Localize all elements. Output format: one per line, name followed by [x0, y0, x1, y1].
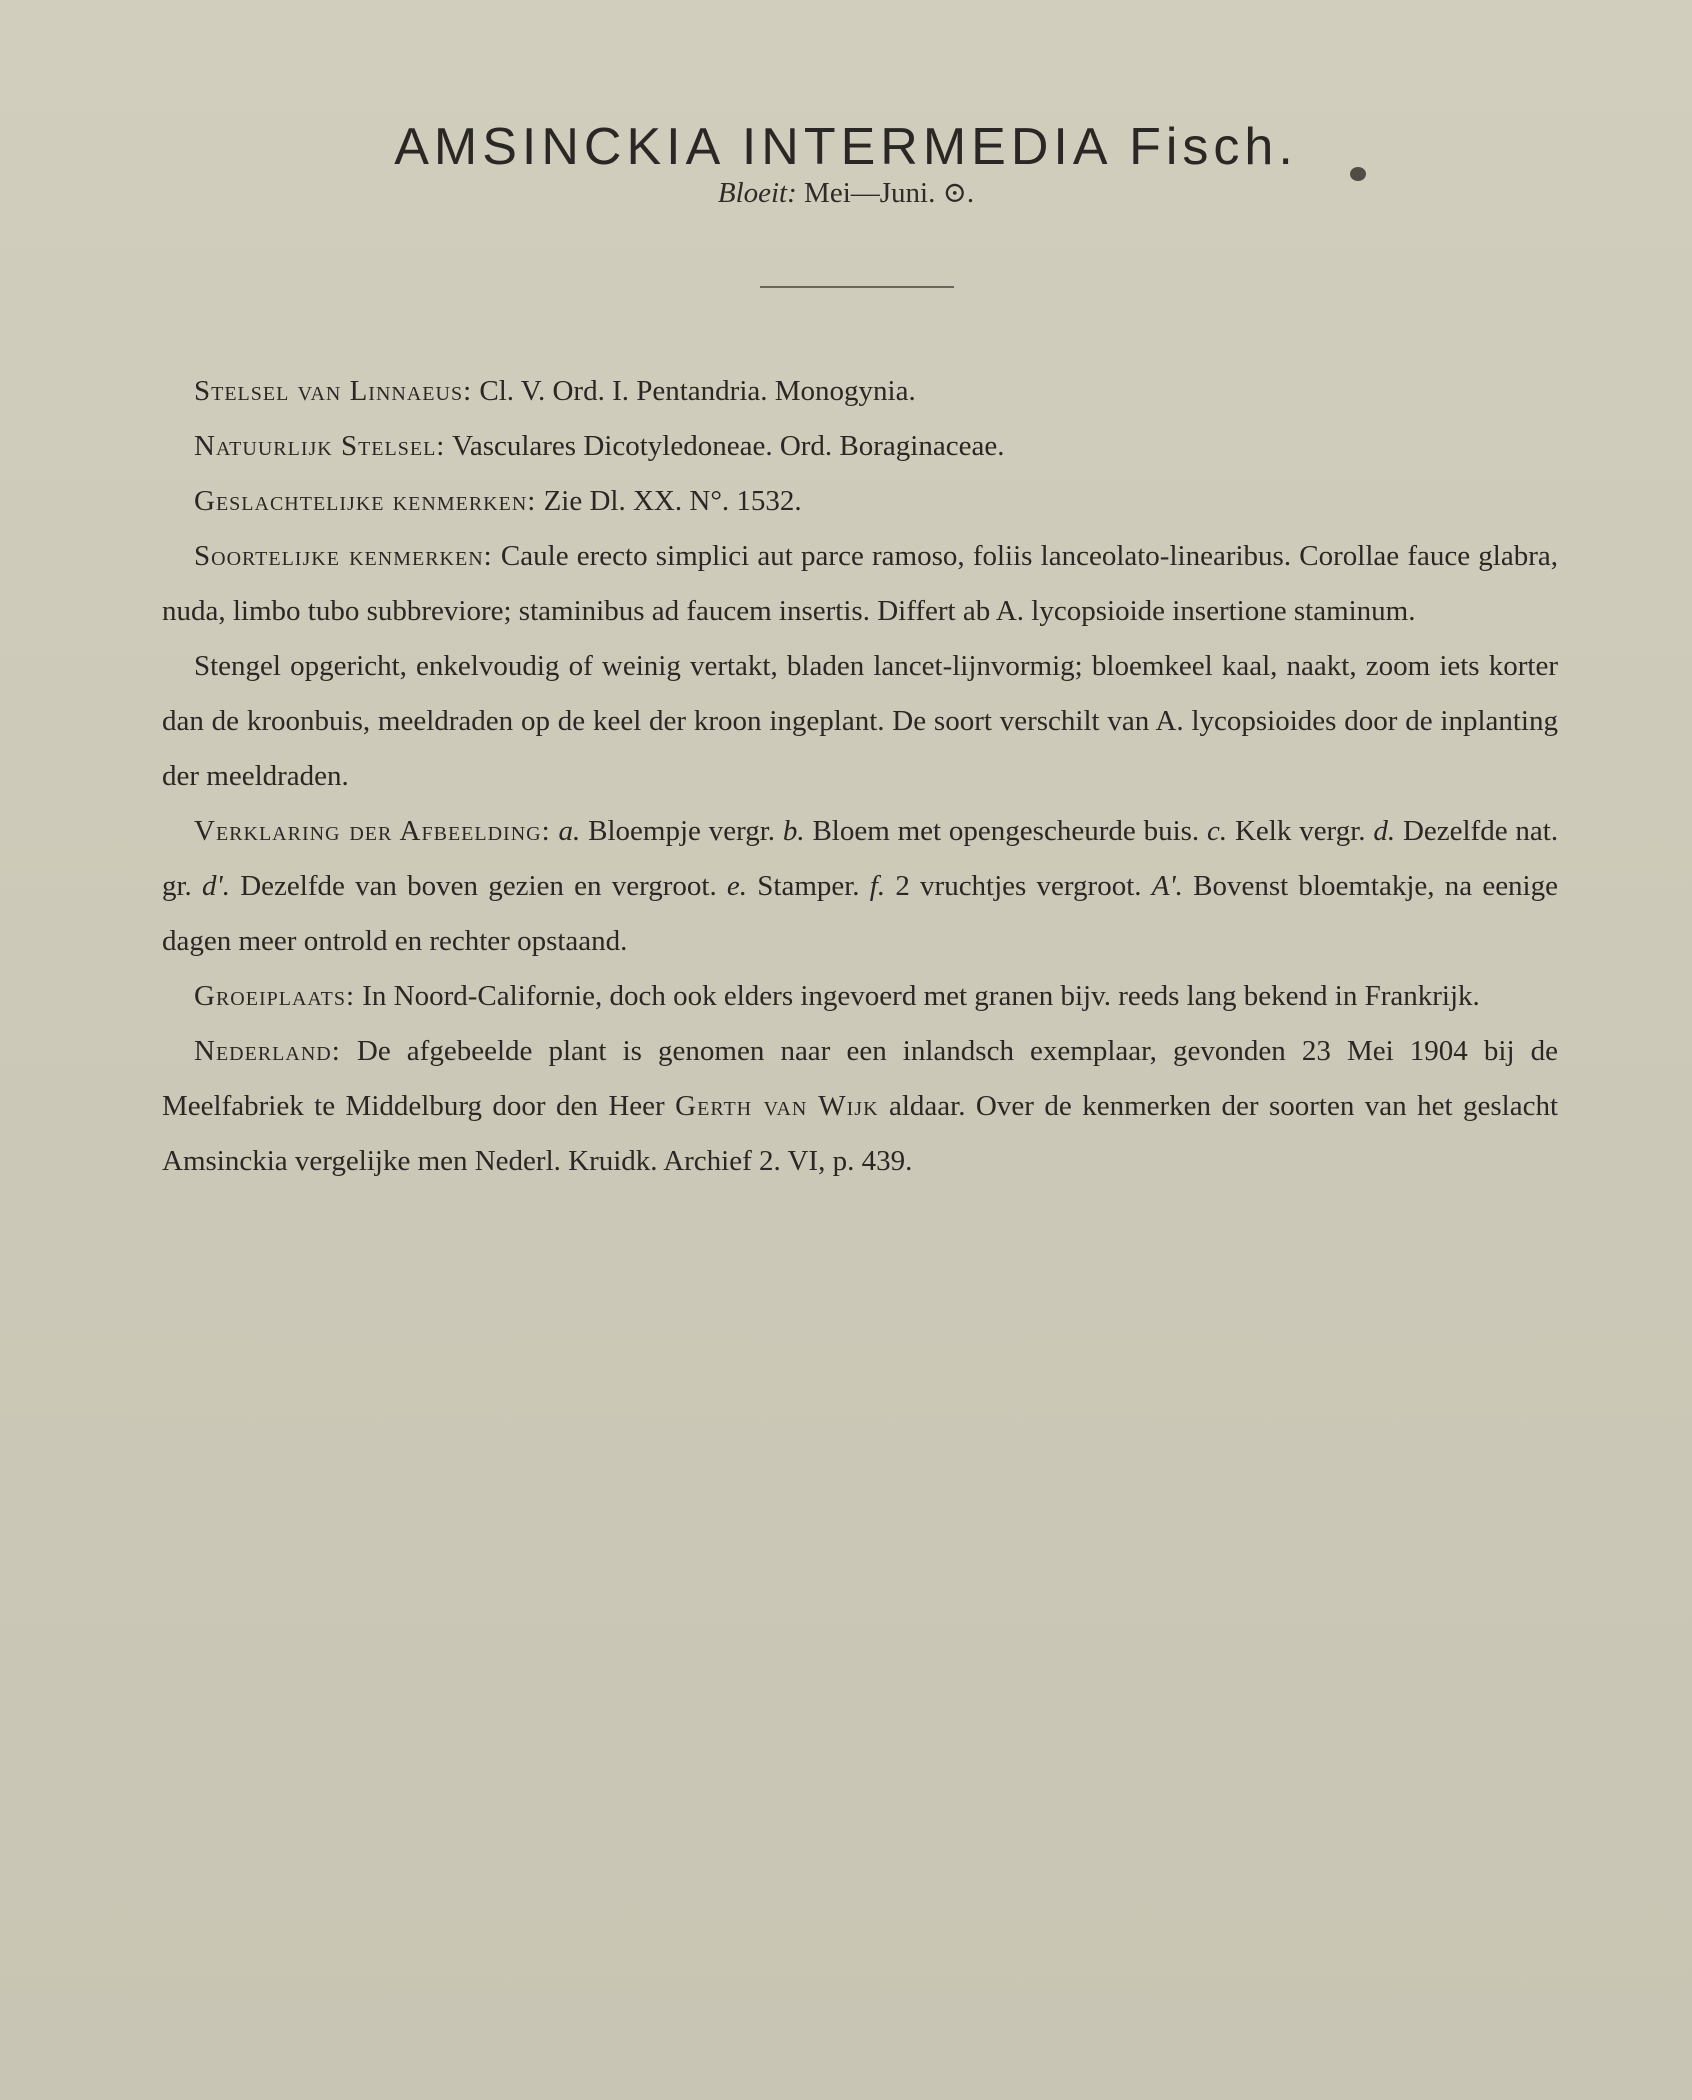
section-text: Stengel opgericht, enkelvoudig of weinig vertakt, bladen lancet-lijnvormig; bloemkeel kaal, naakt, zoom iets korter dan de kroonbuis, meeldraden op de keel der kroon ingeplant. De soort verschilt van A. lycopsioides door de inplanting der meeldraden. — [162, 650, 1558, 792]
figure-key: c. — [1207, 815, 1228, 847]
figure-desc: Dezelfde nat. gr. — [162, 815, 1559, 902]
figure-key: a. — [558, 815, 581, 847]
section-text: De afgebeelde plant is genomen naar een inlandsch exemplaar, gevonden 23 Mei 1904 bij de Meelfabriek te Middelburg door den Heer — [162, 1035, 1558, 1122]
section-label: Groeiplaats: — [194, 980, 356, 1012]
section-geslacht — [162, 474, 1558, 529]
flowering-period — [0, 175, 1692, 210]
title-divider — [760, 286, 954, 288]
section-label: Soortelijke kenmerken: — [194, 540, 493, 572]
flowering-value: Mei—Juni. ⊙. — [804, 177, 975, 209]
section-stengel — [162, 639, 1558, 804]
section-text: aldaar. Over de kenmerken der soorten van het geslacht Amsinckia vergelijke men Nederl. Kruidk. Archief 2. VI, p. 439. — [162, 1090, 1559, 1177]
figure-desc: Kelk vergr. — [1234, 815, 1366, 847]
figure-desc: Bloem met opengescheurde buis. — [812, 815, 1200, 847]
ink-spot — [1350, 167, 1366, 181]
person-name: Gerth van Wijk — [675, 1090, 879, 1122]
section-soort — [162, 529, 1558, 639]
description-body — [162, 364, 1558, 1189]
section-label: Natuurlijk Stelsel: — [194, 430, 446, 462]
figure-desc: Dezelfde van boven gezien en vergroot. — [240, 870, 717, 902]
section-verklaring — [162, 804, 1558, 969]
figure-key: A'. — [1151, 870, 1183, 902]
figure-desc: 2 vruchtjes vergroot. — [895, 870, 1142, 902]
figure-key: d. — [1373, 815, 1396, 847]
flowering-label: Bloeit: — [717, 177, 797, 209]
section-label: Verklaring der Afbeelding: — [194, 815, 551, 847]
section-label: Geslachtelijke kenmerken: — [194, 485, 537, 517]
figure-desc: Stamper. — [757, 870, 860, 902]
section-linnaeus — [162, 364, 1558, 419]
figure-key: b. — [782, 815, 805, 847]
figure-desc: Bovenst bloemtakje, na eenige dagen meer ontrold en rechter opstaand. — [162, 870, 1558, 957]
section-groeiplaats — [162, 969, 1558, 1024]
section-text: Vasculares Dicotyledoneae. Ord. Boraginaceae. — [452, 430, 1005, 462]
figure-key: f. — [869, 870, 886, 902]
page-title: AMSINCKIA INTERMEDIA Fisch. — [394, 117, 1298, 176]
section-natuurlijk — [162, 419, 1558, 474]
section-text: Caule erecto simplici aut parce ramoso, foliis lanceolato-linearibus. Corollae fauce glabra, nuda, limbo tubo subbreviore; staminibus ad faucem insertis. Differt ab A. lycopsioide insertione staminum. — [162, 540, 1558, 627]
section-text: In Noord-Californie, doch ook elders ingevoerd met granen bijv. reeds lang bekend in Frankrijk. — [362, 980, 1480, 1012]
figure-key: d'. — [202, 870, 230, 902]
section-nederland — [162, 1024, 1558, 1189]
section-text: Zie Dl. XX. N°. 1532. — [543, 485, 802, 517]
section-label: Nederland: — [194, 1035, 341, 1067]
figure-desc: Bloempje vergr. — [588, 815, 776, 847]
figure-key: e. — [726, 870, 748, 902]
section-label: Stelsel van Linnaeus: — [194, 375, 473, 407]
section-text: Cl. V. Ord. I. Pentandria. Monogynia. — [479, 375, 916, 407]
